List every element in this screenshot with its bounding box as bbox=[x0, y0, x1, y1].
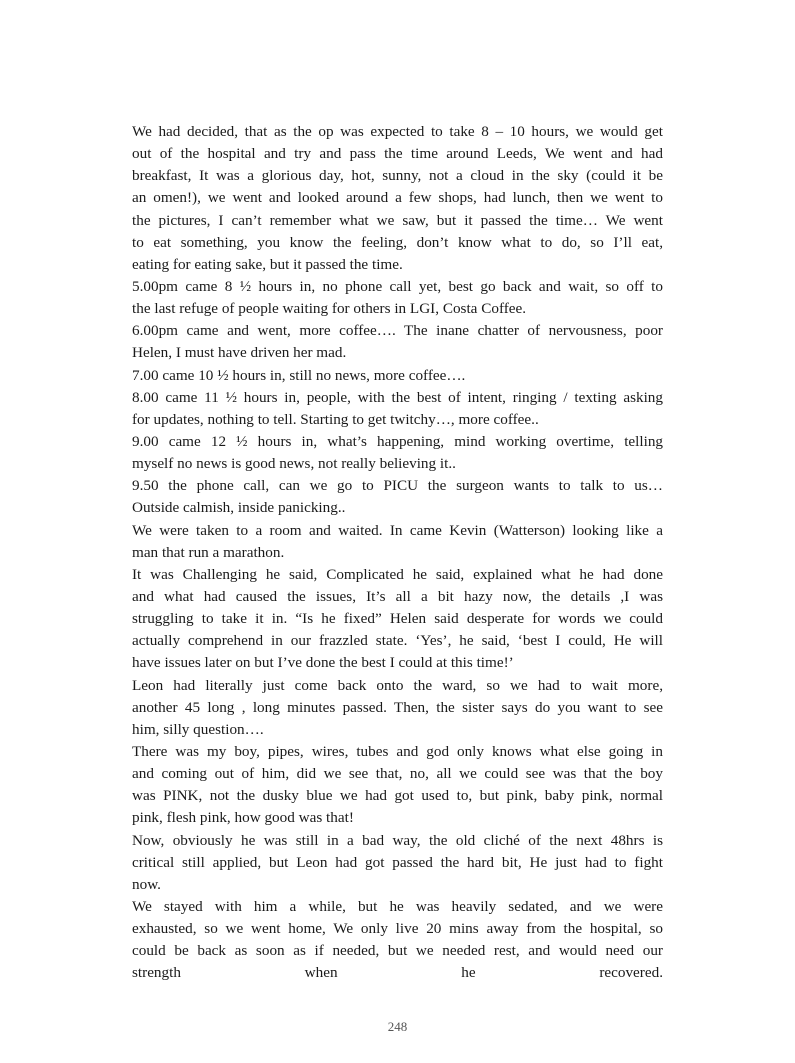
text-line: 9.50 the phone call, can we go to PICU the surgeon wants to talk to us… bbox=[132, 477, 663, 495]
text-line: Now, obviously he was still in a bad way, the old cliché of the next 48hrs is bbox=[132, 831, 663, 849]
text-line: exhausted, so we went home, We only live 20 mins away from the hospital, so bbox=[132, 920, 663, 938]
text-line: 5.00pm came 8 ½ hours in, no phone call yet, best go back and wait, so off to bbox=[132, 277, 663, 295]
text-line: him, silly question…. bbox=[132, 720, 264, 738]
text-line: man that run a marathon. bbox=[132, 543, 285, 561]
text-line: an omen!), we went and looked around a few shops, had lunch, then we went to bbox=[132, 189, 663, 207]
text-line: actually comprehend in our frazzled state. ‘Yes’, he said, ‘best I could, He will bbox=[132, 632, 663, 650]
text-line: myself no news is good news, not really believing it.. bbox=[132, 455, 456, 473]
text-line: now. bbox=[132, 875, 161, 893]
text-line: and what had caused the issues, It’s all a bit hazy now, the details ,I was bbox=[132, 587, 663, 605]
text-line: strength when he recovered. bbox=[132, 964, 663, 982]
text-line: for updates, nothing to tell. Starting to get twitchy…, more coffee.. bbox=[132, 410, 539, 428]
text-line: the last refuge of people waiting for others in LGI, Costa Coffee. bbox=[132, 300, 527, 318]
text-line: have issues later on but I’ve done the best I could at this time!’ bbox=[132, 654, 514, 672]
text-line: out of the hospital and try and pass the time around Leeds, We went and had bbox=[132, 145, 663, 163]
text-line: There was my boy, pipes, wires, tubes and god only knows what else going in bbox=[132, 742, 663, 760]
text-line: eating for eating sake, but it passed the time. bbox=[132, 255, 403, 273]
text-line: 9.00 came 12 ½ hours in, what’s happening, mind working overtime, telling bbox=[132, 432, 663, 450]
text-line: critical still applied, but Leon had got passed the hard bit, He just had to fight bbox=[132, 853, 663, 871]
text-line: It was Challenging he said, Complicated he said, explained what he had done bbox=[132, 565, 663, 583]
text-line: breakfast, It was a glorious day, hot, sunny, not a cloud in the sky (could it be bbox=[132, 167, 663, 185]
text-line: could be back as soon as if needed, but we needed rest, and would need our bbox=[132, 942, 663, 960]
text-line: struggling to take it in. “Is he fixed” Helen said desperate for words we could bbox=[132, 610, 663, 628]
page-number: 248 bbox=[387, 1019, 408, 1034]
text-line: 8.00 came 11 ½ hours in, people, with the best of intent, ringing / texting asking bbox=[132, 388, 663, 406]
text-line: another 45 long , long minutes passed. Then, the sister says do you want to see bbox=[132, 698, 663, 716]
text-line: and coming out of him, did we see that, no, all we could see was that the boy bbox=[132, 765, 663, 783]
text-line: to eat something, you know the feeling, don’t know what to do, so I’ll eat, bbox=[132, 233, 663, 251]
text-line: pink, flesh pink, how good was that! bbox=[132, 809, 354, 827]
body-text bbox=[132, 121, 663, 984]
text-line: Helen, I must have driven her mad. bbox=[132, 344, 347, 362]
text-line: Leon had literally just come back onto the ward, so we had to wait more, bbox=[132, 676, 663, 694]
text-line: 6.00pm came and went, more coffee…. The inane chatter of nervousness, poor bbox=[132, 322, 663, 340]
text-line: We had decided, that as the op was expected to take 8 – 10 hours, we would get bbox=[132, 123, 663, 140]
text-line: 7.00 came 10 ½ hours in, still no news, more coffee…. bbox=[132, 366, 466, 384]
text-line: the pictures, I can’t remember what we saw, but it passed the time… We went bbox=[132, 211, 663, 229]
text-line: Outside calmish, inside panicking.. bbox=[132, 499, 346, 517]
text-line: was PINK, not the dusky blue we had got used to, but pink, baby pink, normal bbox=[132, 787, 663, 805]
text-line: We stayed with him a while, but he was heavily sedated, and we were bbox=[132, 897, 663, 915]
text-line: We were taken to a room and waited. In came Kevin (Watterson) looking like a bbox=[132, 521, 663, 539]
